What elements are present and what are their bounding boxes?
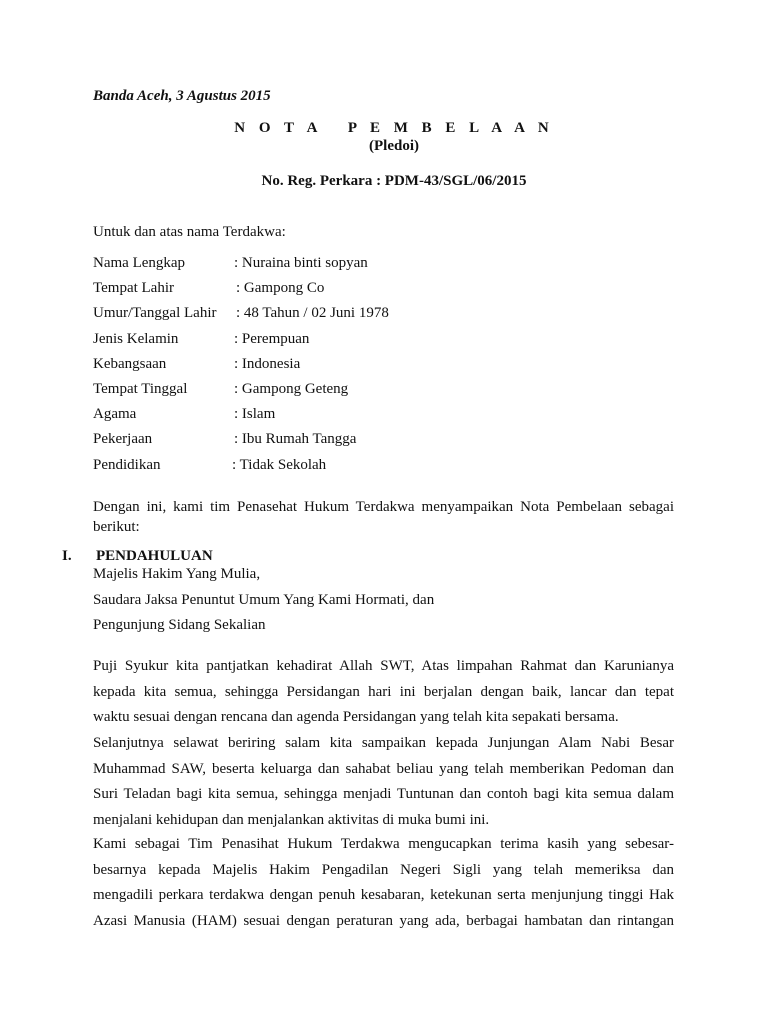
text-line: Suri Teladan bagi kita semua, sehingga menjadi Tuntunan dan contoh bagi kita semua dalam (93, 786, 674, 802)
identity-label: Jenis Kelamin (93, 330, 179, 347)
identity-label: Nama Lengkap (93, 255, 186, 271)
case-number: No. Reg. Perkara : PDM-43/SGL/06/2015 (261, 173, 527, 189)
greeting-line: Pengunjung Sidang Sekalian (93, 617, 266, 633)
identity-label: Umur/Tanggal Lahir (93, 305, 217, 322)
greeting-line: Saudara Jaksa Penuntut Umum Yang Kami Hormati, dan (93, 592, 435, 608)
text-line: mengadili perkara terdakwa dengan penuh kesabaran, ketekunan serta menjunjung tinggi Hak (93, 887, 674, 903)
text-line: menjalani kehidupan dan menjalankan aktivitas di muka bumi ini. (93, 811, 490, 828)
text-line: Selanjutnya selawat beriring salam kita sampaikan kepada Junjungan Alam Nabi Besar (93, 735, 674, 751)
document-subtitle: (Pledoi) (369, 138, 419, 154)
identity-label: Tempat Tinggal (93, 380, 188, 397)
text-line: Muhammad SAW, beserta keluarga dan sahabat beliau yang telah memberikan Pedoman dan (93, 760, 674, 777)
document-title: N O T A P E M B E L A A N (234, 120, 554, 136)
identity-label: Tempat Lahir (93, 280, 174, 297)
identity-label: Pendidikan (93, 456, 161, 473)
body-paragraph (93, 654, 674, 731)
lead-paragraph (93, 497, 674, 537)
text-line: kepada kita semua, sehingga Persidangan hari ini berjalan dengan baik, lancar dan tepat (93, 683, 674, 700)
identity-label: Agama (93, 406, 137, 423)
identity-value: : 48 Tahun / 02 Juni 1978 (236, 305, 389, 322)
identity-label: Kebangsaan (93, 355, 167, 372)
identity-value: : Islam (234, 406, 276, 423)
identity-value: : Nuraina binti sopyan (234, 255, 368, 271)
greeting-line: Majelis Hakim Yang Mulia, (93, 566, 261, 582)
identity-value: : Indonesia (234, 355, 301, 372)
body-paragraph (93, 832, 674, 934)
text-line: waktu sesuai dengan rencana dan agenda Persidangan yang telah kita sepakati bersama. (93, 709, 619, 725)
text-line: Puji Syukur kita pantjatkan kehadirat Allah SWT, Atas limpahan Rahmat dan Karunianya (93, 658, 674, 674)
section-title: PENDAHULUAN (96, 548, 213, 564)
identity-value: : Ibu Rumah Tangga (234, 431, 357, 448)
section-number: I. (62, 548, 72, 564)
text-line: Kami sebagai Tim Penasihat Hukum Terdakwa mengucapkan terima kasih yang sebesar- (93, 836, 674, 852)
identity-value: : Tidak Sekolah (232, 456, 327, 473)
text-line: berikut: (93, 519, 140, 535)
identity-value: : Perempuan (234, 330, 310, 347)
text-line: Dengan ini, kami tim Penasehat Hukum Terdakwa menyampaikan Nota Pembelaan sebagai (93, 499, 674, 515)
identity-label: Pekerjaan (93, 431, 153, 448)
text-line: besarnya kepada Majelis Hakim Pengadilan Negeri Sigli yang telah memeriksa dan (93, 861, 674, 878)
identity-value: : Gampong Geteng (234, 380, 349, 397)
intro-text: Untuk dan atas nama Terdakwa: (93, 224, 286, 240)
body-paragraph (93, 731, 674, 833)
identity-value: : Gampong Co (236, 280, 325, 297)
place-date: Banda Aceh, 3 Agustus 2015 (93, 88, 271, 104)
text-line: Azasi Manusia (HAM) sesuai dengan peraturan yang ada, berbagai hambatan dan rintangan (93, 912, 674, 929)
